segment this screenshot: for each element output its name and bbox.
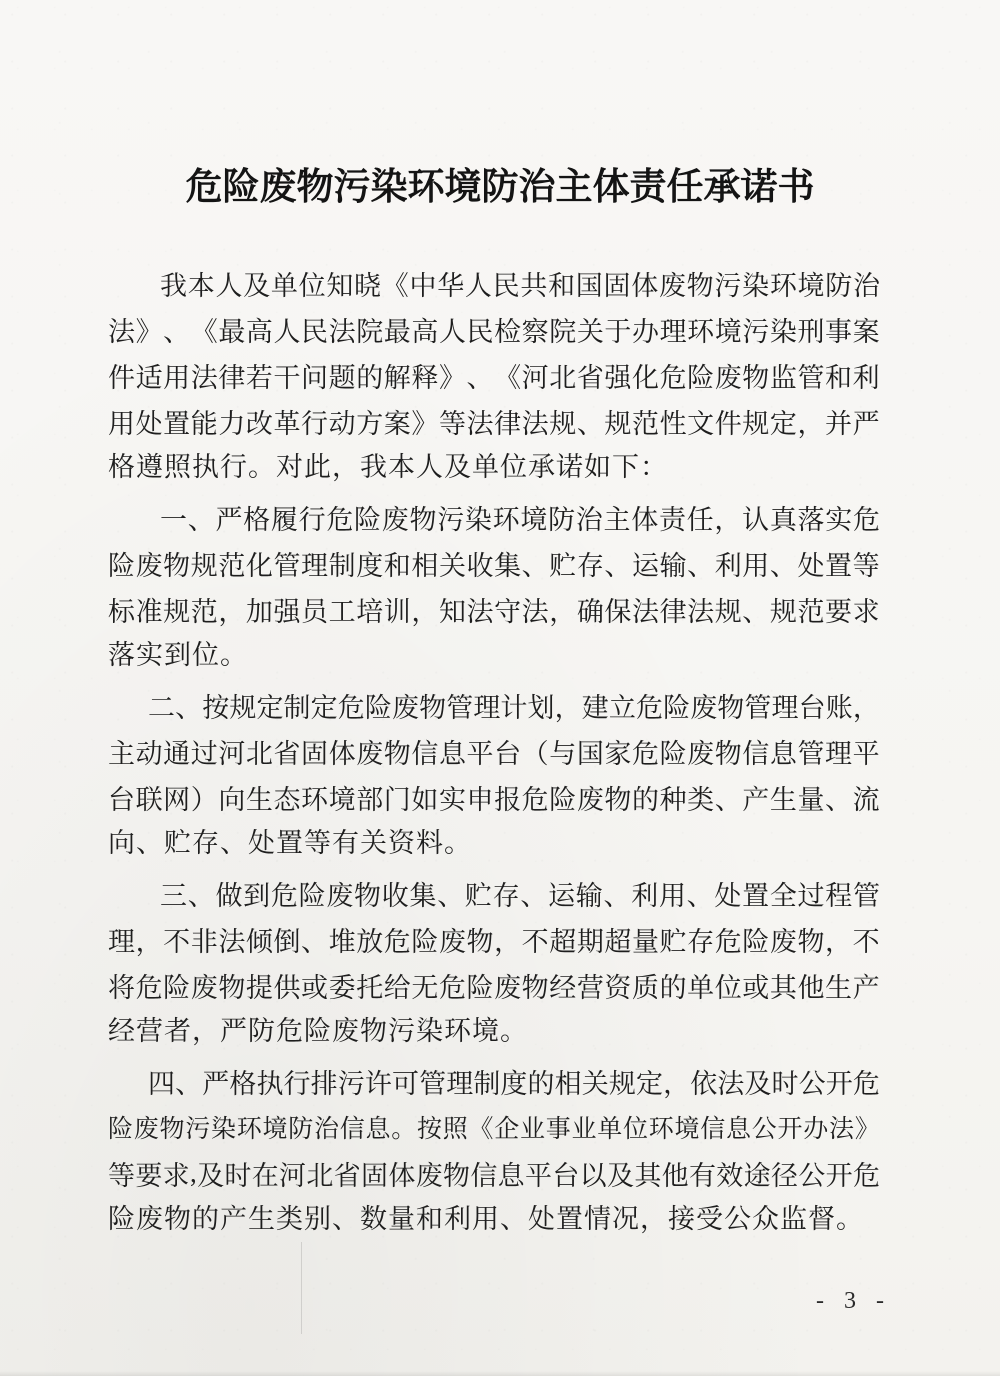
text-line: 向、贮存、处置等有关资料。 <box>108 828 472 858</box>
text-line: 一 、 严 格 履 行 危 险 废 物 污 染 环 境 防 治 主 体 责 任 ， 认 真 落 实 危 <box>160 504 880 535</box>
text-line: 台 联 网 ） 向 生 态 环 境 部 门 如 实 申 报 危 险 废 物 的 种 类 、 产 生 量 、 流 <box>108 784 880 815</box>
text-line: 件 适 用 法 律 若 干 问 题 的 解 释 》 、 《 河 北 省 强 化 危 险 废 物 监 管 和 利 <box>108 362 880 393</box>
text-line: 三 、 做 到 危 险 废 物 收 集 、 贮 存 、 运 输 、 利 用 、 处 置 全 过 程 管 <box>160 880 880 911</box>
text-line: 用 处 置 能 力 改 革 行 动 方 案 》 等 法 律 法 规 、 规 范 性 文 件 规 定 ， 并 严 <box>108 408 880 439</box>
text-line: 法 》 、 《 最 高 人 民 法 院 最 高 人 民 检 察 院 关 于 办 理 环 境 污 染 刑 事 案 <box>108 316 880 347</box>
text-line: 等 要 求 , 及 时 在 河 北 省 固 体 废 物 信 息 平 台 以 及 其 他 有 效 途 径 公 开 危 <box>108 1157 880 1191</box>
paragraph-intro <box>108 260 880 490</box>
text-line: 经营者，严防危险废物污染环境。 <box>108 1016 528 1046</box>
text-line: 四 、 严 格 执 行 排 污 许 可 管 理 制 度 的 相 关 规 定 ， 依 法 及 时 公 开 危 <box>148 1068 880 1099</box>
text-line: 理 ， 不 非 法 倾 倒 、 堆 放 危 险 废 物 ， 不 超 期 超 量 贮 存 危 险 废 物 ， 不 <box>108 926 880 957</box>
text-line: 我 本 人 及 单 位 知 晓 《 中 华 人 民 共 和 国 固 体 废 物 污 染 环 境 防 治 <box>160 270 880 301</box>
text-line: 落实到位。 <box>108 640 248 670</box>
text-line: 险 废 物 规 范 化 管 理 制 度 和 相 关 收 集 、 贮 存 、 运 输 、 利 用 、 处 置 等 <box>108 550 880 581</box>
paragraph-item-3 <box>108 870 880 1054</box>
scan-fold-artifact <box>301 1242 302 1334</box>
paragraph-item-4 <box>108 1058 880 1242</box>
document-body <box>108 260 880 1242</box>
text-line: 标 准 规 范 ， 加 强 员 工 培 训 ， 知 法 守 法 ， 确 保 法 律 法 规 、 规 范 要 求 <box>108 596 880 627</box>
document-title: 危险废物污染环境防治主体责任承诺书 <box>185 167 815 208</box>
text-line: 险 废 物 污 染 环 境 防 治 信 息 。 按 照 《 企 业 事 业 单 位 环 境 信 息 公 开 办 法 》 <box>108 1116 880 1143</box>
text-line: 险废物的产生类别、数量和利用、处置情况，接受公众监督。 <box>108 1204 864 1234</box>
text-line: 格遵照执行。对此，我本人及单位承诺如下： <box>108 452 668 482</box>
text-line: 二 、 按 规 定 制 定 危 险 废 物 管 理 计 划 ， 建 立 危 险 废 物 管 理 台 账 ， <box>148 692 880 723</box>
paragraph-item-1 <box>108 494 880 678</box>
text-line: 将 危 险 废 物 提 供 或 委 托 给 无 危 险 废 物 经 营 资 质 的 单 位 或 其 他 生 产 <box>108 972 880 1003</box>
text-line: 主 动 通 过 河 北 省 固 体 废 物 信 息 平 台 （ 与 国 家 危 险 废 物 信 息 管 理 平 <box>108 738 880 769</box>
paragraph-item-2 <box>108 682 880 866</box>
page-number: - 3 - <box>816 1288 891 1314</box>
